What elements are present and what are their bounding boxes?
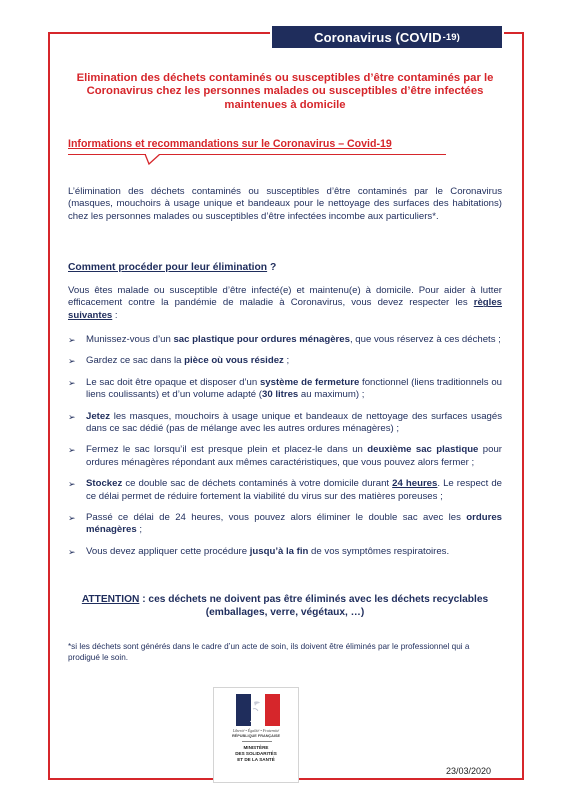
list-item <box>68 377 502 402</box>
how-paragraph-end: : <box>112 309 118 321</box>
logo-ministry: MINISTÈRE DES SOLIDARITÉS ET DE LA SANTÉ <box>235 745 277 762</box>
footnote: *si les déchets sont générés dans le cadre d’un acte de soin, ils doivent être éliminés par le professionnel qui a prodigué le soin. <box>68 642 470 662</box>
intro-paragraph: L’élimination des déchets contaminés ou susceptibles d’être contaminés par le Coronavirus (masques, mouchoirs à usage unique et bandeaux pour le nettoyage des surfaces des habitations) chez les personnes malades ou susceptibles d’être infectées incombe aux particuliers*. <box>68 186 502 222</box>
list-item-text: Jetez les masques, mouchoirs à usage unique et bandeaux de nettoyage des surfaces usagés dans ce sac dédié (pas de mélange avec les autres ordures ménagères) ; <box>86 410 502 435</box>
how-heading-label: Comment procéder pour leur élimination <box>68 262 268 273</box>
attention-label: ATTENTION <box>81 594 140 605</box>
header-banner <box>270 24 504 50</box>
section-subtitle: Informations et recommandations sur le Coronavirus – Covid-19 <box>68 138 392 150</box>
list-item <box>68 355 502 367</box>
logo-motto: Liberté • Égalité • Fraternité <box>232 728 280 733</box>
list-item-text: Le sac doit être opaque et disposer d’un système de fermeture fonctionnel (liens traditionnels ou liens coulissants) et d’un volume adapté (30 litres au maximum) ; <box>86 376 502 401</box>
attention-notice <box>68 593 502 619</box>
arrow-bullet-icon: ➢ <box>68 335 76 345</box>
list-item <box>68 478 502 503</box>
callout-tick <box>144 154 162 166</box>
rules-link: règles suivantes <box>68 297 502 321</box>
marianne-flag-icon <box>236 694 280 726</box>
callout-line-right <box>160 154 446 155</box>
attention-text: : ces déchets ne doivent pas être éliminés avec les déchets recyclables (emballages, verre, végétaux, …) <box>139 594 489 618</box>
how-heading <box>68 262 276 273</box>
how-paragraph-text: Vous êtes malade ou susceptible d’être infecté(e) et maintenu(e) à domicile. Pour aider à lutter efficacement contre la pandémie de maladie à Coronavirus, vous devez respecter les <box>68 285 502 309</box>
list-item <box>68 334 502 346</box>
list-item <box>68 546 502 558</box>
list-item-text: Stockez ce double sac de déchets contaminés à votre domicile durant 24 heures. Le respect de ce délai permet de réduire fortement la viabilité du virus sur des matières poreuses ; <box>86 478 502 502</box>
list-item-text: Vous devez appliquer cette procédure jusqu’à la fin de vos symptômes respiratoires. <box>86 545 450 557</box>
banner-title: Coronavirus (COVID <box>314 29 442 45</box>
list-item <box>68 512 502 537</box>
arrow-bullet-icon: ➢ <box>68 356 76 367</box>
ministry-logo <box>213 687 299 783</box>
arrow-bullet-icon: ➢ <box>68 411 76 422</box>
how-paragraph <box>68 285 502 322</box>
document-title: Elimination des déchets contaminés ou susceptibles d’être contaminés par le Coronavirus chez les personnes malades ou susceptibles d’être infectées maintenues à domicile <box>76 72 494 111</box>
list-item <box>68 444 502 469</box>
arrow-bullet-icon: ➢ <box>68 479 76 490</box>
arrow-bullet-icon: ➢ <box>68 445 76 456</box>
arrow-bullet-icon: ➢ <box>68 513 76 524</box>
callout-line-left <box>68 154 146 155</box>
instruction-list <box>68 334 502 558</box>
list-item-text: Fermez le sac lorsqu’il est presque plein et placez-le dans un deuxième sac plastique pour ordures ménagères répondant aux mêmes caractéristiques, que vous pouvez alors fermer ; <box>86 444 502 468</box>
logo-republic: RÉPUBLIQUE FRANÇAISE <box>231 734 281 738</box>
list-item-text: Passé ce délai de 24 heures, vous pouvez alors éliminer le double sac avec les ordures ménagères ; <box>86 512 502 536</box>
publication-date: 23/03/2020 <box>446 766 492 776</box>
arrow-bullet-icon: ➢ <box>68 377 76 388</box>
how-heading-mark: ? <box>267 262 277 273</box>
list-item <box>68 411 502 436</box>
arrow-bullet-icon: ➢ <box>68 546 76 557</box>
list-item-text: Gardez ce sac dans la pièce où vous résidez ; <box>86 355 290 367</box>
list-item-text: Munissez-vous d’un sac plastique pour ordures ménagères, que vous réservez à ces déchets ; <box>86 334 501 345</box>
logo-separator <box>242 741 272 742</box>
banner-suffix: -19) <box>442 31 460 43</box>
